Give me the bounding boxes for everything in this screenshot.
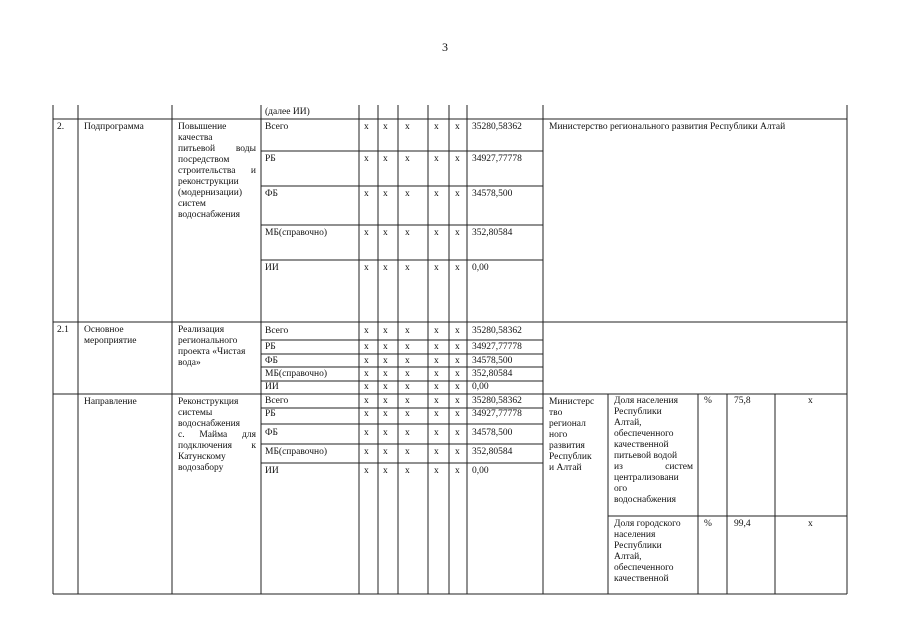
x-mark-r5-c3: х <box>405 263 410 273</box>
x-mark-r14-c2: х <box>383 447 388 457</box>
row-2-value-5: 0,00 <box>472 263 489 273</box>
row-21-value-3: 34578,500 <box>472 356 513 366</box>
x-mark-r12-c2: х <box>383 409 388 419</box>
x-mark-r12-c3: х <box>405 409 410 419</box>
row-2-source-1: Всего <box>265 122 289 132</box>
row-2-value-4: 352,80584 <box>472 228 513 238</box>
row-dir-source-1: Всего <box>265 396 289 406</box>
indicator-1-value: 75,8 <box>734 396 751 406</box>
indicator-1-name-line-1: Доля населения <box>614 396 678 406</box>
row-21-name-line-2: регионального <box>178 336 238 346</box>
row-dir-responsible-line-2: тво <box>549 408 563 418</box>
x-mark-r4-c3: х <box>405 228 410 238</box>
x-mark-r5-c2: х <box>383 263 388 273</box>
x-mark-r2-c3: х <box>405 154 410 164</box>
indicator-2-name-line-5: обеспеченного <box>614 563 674 573</box>
row-2-source-3: ФБ <box>265 189 278 199</box>
x-mark-r3-c5: х <box>455 189 460 199</box>
row-2-source-2: РБ <box>265 154 276 164</box>
x-mark-r1-c4: х <box>434 122 439 132</box>
row-dir-name-line-7: водозабору <box>178 463 224 473</box>
row-21-type-line-1: Основное <box>84 325 124 335</box>
x-mark-r11-c3: х <box>405 396 410 406</box>
x-mark-r11-c2: х <box>383 396 388 406</box>
indicator-1-mark: х <box>808 396 813 406</box>
x-mark-r14-c5: х <box>455 447 460 457</box>
x-mark-r14-c4: х <box>434 447 439 457</box>
row-dir-responsible-line-7: и Алтай <box>549 463 582 473</box>
x-mark-r9-c2: х <box>383 369 388 379</box>
row-dir-source-5: ИИ <box>265 466 279 476</box>
row-2-name-line-7: (модернизации) <box>178 188 243 198</box>
x-mark-r15-c4: х <box>434 466 439 476</box>
indicator-1-name-line-10: водоснабжения <box>614 495 677 505</box>
x-mark-r6-c4: х <box>434 326 439 336</box>
x-mark-r13-c2: х <box>383 428 388 438</box>
x-mark-r1-c5: х <box>455 122 460 132</box>
x-mark-r1-c2: х <box>383 122 388 132</box>
row-dir-value-3: 34578,500 <box>472 428 513 438</box>
x-mark-r14-c3: х <box>405 447 410 457</box>
x-mark-r6-c1: х <box>364 326 369 336</box>
x-mark-r15-c2: х <box>383 466 388 476</box>
indicator-1-name-line-8: централизовани <box>614 473 679 483</box>
x-mark-r15-c3: х <box>405 466 410 476</box>
x-mark-r15-c5: х <box>455 466 460 476</box>
row-dir-value-4: 352,80584 <box>472 447 513 457</box>
row-dir-responsible-line-4: ного <box>549 430 568 440</box>
row-2-name-line-4: посредством <box>178 155 230 165</box>
row-dir-value-1: 35280,58362 <box>472 396 522 406</box>
x-mark-r10-c4: х <box>434 382 439 392</box>
x-mark-r12-c1: х <box>364 409 369 419</box>
indicator-2-name-line-4: Алтай, <box>614 552 642 562</box>
x-mark-r11-c4: х <box>434 396 439 406</box>
row-21-value-2: 34927,77778 <box>472 342 522 352</box>
x-mark-r15-c1: х <box>364 466 369 476</box>
row-2-name-line-6: реконструкции <box>178 177 239 187</box>
source-tail: (далее ИИ) <box>265 107 310 117</box>
row-dir-name-line-3: водоснабжения <box>178 419 241 429</box>
row-21-source-4: МБ(справочно) <box>265 369 328 379</box>
x-mark-r9-c5: х <box>455 369 460 379</box>
x-mark-r2-c5: х <box>455 154 460 164</box>
x-mark-r6-c5: х <box>455 326 460 336</box>
row-dir-name-line-4: с. Майма для <box>178 430 256 440</box>
x-mark-r5-c5: х <box>455 263 460 273</box>
x-mark-r2-c2: х <box>383 154 388 164</box>
row-dir-responsible-line-3: регионал <box>549 419 586 429</box>
x-mark-r3-c1: х <box>364 189 369 199</box>
x-mark-r9-c1: х <box>364 369 369 379</box>
x-mark-r13-c4: х <box>434 428 439 438</box>
indicator-1-name-line-5: качественной <box>614 440 669 450</box>
row-2-name-line-3: питьевой воды <box>178 144 256 154</box>
x-mark-r3-c4: х <box>434 189 439 199</box>
x-mark-r4-c2: х <box>383 228 388 238</box>
row-21-source-5: ИИ <box>265 382 279 392</box>
row-dir-name-line-6: Катунскому <box>178 452 226 462</box>
row-dir-responsible-line-1: Министерс <box>549 397 595 407</box>
x-mark-r8-c3: х <box>405 356 410 366</box>
row-2-name-line-1: Повышение <box>178 122 227 132</box>
row-2-name-line-9: водоснабжения <box>178 210 241 220</box>
indicator-1-name-line-9: ого <box>614 484 628 494</box>
row-21-number: 2.1 <box>57 325 69 335</box>
x-mark-r12-c4: х <box>434 409 439 419</box>
row-21-value-1: 35280,58362 <box>472 326 522 336</box>
row-dir-source-3: ФБ <box>265 428 278 438</box>
indicator-2-name-line-6: качественной <box>614 574 669 584</box>
row-dir-name-line-5: подключения к <box>178 441 256 451</box>
indicator-1-unit: % <box>704 396 712 406</box>
x-mark-r7-c1: х <box>364 342 369 352</box>
row-2-source-5: ИИ <box>265 263 279 273</box>
row-dir-value-2: 34927,77778 <box>472 409 522 419</box>
row-2-number: 2. <box>57 122 65 132</box>
x-mark-r8-c4: х <box>434 356 439 366</box>
indicator-1-name-line-3: Алтай, <box>614 418 642 428</box>
x-mark-r13-c5: х <box>455 428 460 438</box>
row-dir-responsible-line-5: развития <box>549 441 585 451</box>
indicator-2-name-line-2: населения <box>614 530 656 540</box>
indicator-2-name-line-1: Доля городского <box>614 519 681 529</box>
x-mark-r3-c2: х <box>383 189 388 199</box>
row-dir-source-4: МБ(справочно) <box>265 447 328 457</box>
x-mark-r5-c4: х <box>434 263 439 273</box>
row-dir-type: Направление <box>84 397 137 407</box>
x-mark-r2-c1: х <box>364 154 369 164</box>
x-mark-r6-c3: х <box>405 326 410 336</box>
x-mark-r10-c1: х <box>364 382 369 392</box>
indicator-1-name-line-2: Республики <box>614 407 662 417</box>
indicator-1-name-line-6: питьевой водой <box>614 451 678 461</box>
row-2-value-1: 35280,58362 <box>472 122 522 132</box>
indicator-2-value: 99,4 <box>734 519 751 529</box>
row-dir-responsible-line-6: Республик <box>549 452 592 462</box>
x-mark-r2-c4: х <box>434 154 439 164</box>
x-mark-r5-c1: х <box>364 263 369 273</box>
row-21-source-1: Всего <box>265 326 289 336</box>
row-2-name-line-2: качества <box>178 133 213 143</box>
x-mark-r4-c4: х <box>434 228 439 238</box>
x-mark-r7-c2: х <box>383 342 388 352</box>
x-mark-r12-c5: х <box>455 409 460 419</box>
row-2-name-line-5: строительства и <box>178 166 256 176</box>
page-number: 3 <box>442 40 448 54</box>
row-21-value-5: 0,00 <box>472 382 489 392</box>
indicator-2-unit: % <box>704 519 712 529</box>
x-mark-r11-c1: х <box>364 396 369 406</box>
row-21-name-line-4: вода» <box>178 358 201 368</box>
x-mark-r7-c5: х <box>455 342 460 352</box>
indicator-1-name-line-7: из систем <box>614 462 693 472</box>
x-mark-r7-c3: х <box>405 342 410 352</box>
x-mark-r6-c2: х <box>383 326 388 336</box>
x-mark-r8-c2: х <box>383 356 388 366</box>
x-mark-r13-c3: х <box>405 428 410 438</box>
row-21-type-line-2: мероприятие <box>84 336 137 346</box>
x-mark-r10-c2: х <box>383 382 388 392</box>
row-21-source-2: РБ <box>265 342 276 352</box>
row-2-value-3: 34578,500 <box>472 189 513 199</box>
row-dir-name-line-2: системы <box>178 408 213 418</box>
x-mark-r3-c3: х <box>405 189 410 199</box>
row-dir-source-2: РБ <box>265 409 276 419</box>
indicator-1-name-line-4: обеспеченного <box>614 429 674 439</box>
row-dir-name-line-1: Реконструкция <box>178 397 239 407</box>
x-mark-r10-c5: х <box>455 382 460 392</box>
x-mark-r10-c3: х <box>405 382 410 392</box>
row-2-value-2: 34927,77778 <box>472 154 522 164</box>
x-mark-r8-c5: х <box>455 356 460 366</box>
x-mark-r14-c1: х <box>364 447 369 457</box>
row-2-name-line-8: систем <box>178 199 206 209</box>
indicator-2-name-line-3: Республики <box>614 541 662 551</box>
row-21-source-3: ФБ <box>265 356 278 366</box>
row-2-responsible: Министерство регионального развития Республики Алтай <box>549 122 786 132</box>
x-mark-r9-c4: х <box>434 369 439 379</box>
x-mark-r13-c1: х <box>364 428 369 438</box>
x-mark-r1-c1: х <box>364 122 369 132</box>
row-2-source-4: МБ(справочно) <box>265 228 328 238</box>
x-mark-r9-c3: х <box>405 369 410 379</box>
row-21-name-line-1: Реализация <box>178 325 225 335</box>
x-mark-r8-c1: х <box>364 356 369 366</box>
x-mark-r7-c4: х <box>434 342 439 352</box>
indicator-2-mark: х <box>808 519 813 529</box>
x-mark-r1-c3: х <box>405 122 410 132</box>
row-2-type: Подпрограмма <box>84 122 144 132</box>
x-mark-r4-c5: х <box>455 228 460 238</box>
row-21-value-4: 352,80584 <box>472 369 513 379</box>
x-mark-r11-c5: х <box>455 396 460 406</box>
x-mark-r4-c1: х <box>364 228 369 238</box>
row-dir-value-5: 0,00 <box>472 466 489 476</box>
row-21-name-line-3: проекта «Чистая <box>178 347 246 357</box>
